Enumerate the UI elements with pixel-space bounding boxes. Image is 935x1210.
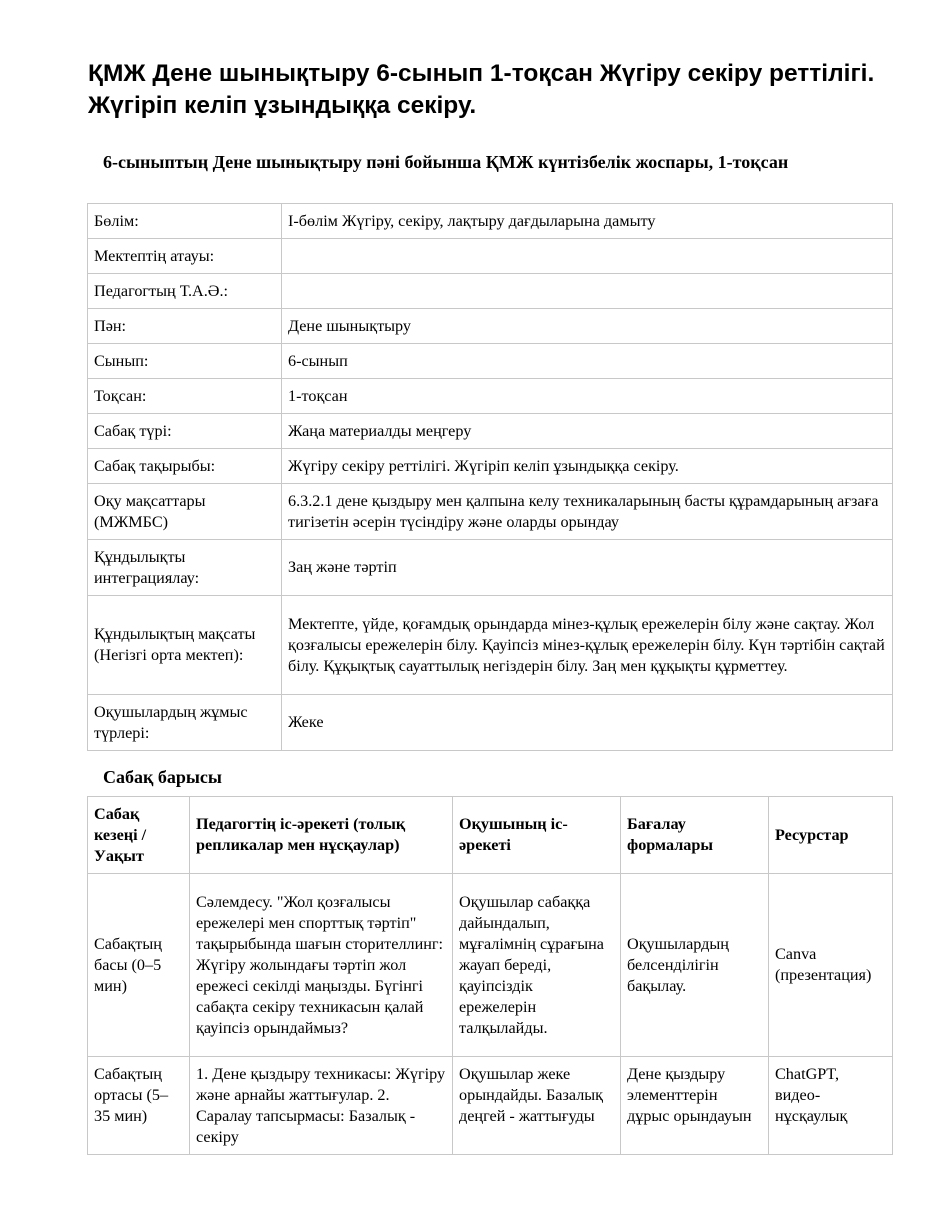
info-value: І-бөлім Жүгіру, секіру, лақтыру дағдыларына дамыту (282, 204, 893, 239)
row-assessment: Дене қыздыру элементтерін дұрыс орындауын (621, 1057, 769, 1155)
row-resources: ChatGPT, видео-нұсқаулық (769, 1057, 893, 1155)
info-key: Оқу мақсаттары (МЖМБС) (88, 484, 282, 540)
progress-header-row (88, 797, 893, 874)
info-value: 1-тоқсан (282, 379, 893, 414)
info-row-lesson-type (88, 414, 893, 449)
info-row-value-integration (88, 540, 893, 596)
row-teacher-activity: Сәлемдесу. "Жол қозғалысы ережелері мен спорттық тәртіп" тақырыбында шағын сторителлинг: Жүгіру жолындағы тәртіп жол ережесі секілді маңызды. Бүгінгі сабақта секіру техникасын қалай қауіпсіз орындаймыз? (190, 874, 453, 1057)
progress-row-middle (88, 1057, 893, 1155)
progress-row-beginning (88, 874, 893, 1057)
document-title: ҚМЖ Дене шынықтыру 6-сынып 1-тоқсан Жүгіру секіру реттілігі. Жүгіріп келіп ұзындыққа секіру. (88, 60, 875, 119)
row-teacher-activity: 1. Дене қыздыру техникасы: Жүгіру және арнайы жаттығулар. 2. Саралау тапсырмасы: Базалық - секіру (190, 1057, 453, 1155)
info-value: Дене шынықтыру (282, 309, 893, 344)
info-row-lesson-topic (88, 449, 893, 484)
info-row-value-goal (88, 596, 893, 695)
info-row-work-forms (88, 695, 893, 751)
lesson-info-table (87, 203, 893, 751)
info-key: Оқушылардың жұмыс түрлері: (88, 695, 282, 751)
info-value: 6.3.2.1 дене қыздыру мен қалпына келу техникаларының басты құрамдарының ағзаға тигізетін әсерін түсіндіру және оларды орындау (282, 484, 893, 540)
info-value: Жүгіру секіру реттілігі. Жүгіріп келіп ұзындыққа секіру. (282, 449, 893, 484)
info-key: Сынып: (88, 344, 282, 379)
info-row-objectives (88, 484, 893, 540)
row-student-activity: Оқушылар сабаққа дайындалып, мұғалімнің сұрағына жауап береді, қауіпсіздік ережелерін талқылайды. (453, 874, 621, 1057)
row-student-activity: Оқушылар жеке орындайды. Базалық деңгей - жаттығуды (453, 1057, 621, 1155)
info-key: Бөлім: (88, 204, 282, 239)
info-row-grade (88, 344, 893, 379)
row-stage: Сабақтың ортасы (5–35 мин) (88, 1057, 190, 1155)
info-key: Құндылықтың мақсаты (Негізгі орта мектеп): (88, 596, 282, 695)
info-value: Мектепте, үйде, қоғамдық орындарда мінез-құлық ережелерін білу және сақтау. Жол қозғалысы ережелерін білу. Қауіпсіз мінез-құлық ережелерін білу. Күн тәртібін сақтай білу. Құқықтық сауаттылық негіздерін білу. Заң мен құқықты құрметтеу. (282, 596, 893, 695)
header-assessment: Бағалау формалары (621, 797, 769, 874)
info-key: Тоқсан: (88, 379, 282, 414)
info-key: Пән: (88, 309, 282, 344)
header-teacher-activity: Педагогтің іс-әрекеті (толық репликалар мен нұсқаулар) (190, 797, 453, 874)
info-row-school (88, 239, 893, 274)
info-value (282, 274, 893, 309)
info-value: Заң және тәртіп (282, 540, 893, 596)
lesson-progress-table (87, 796, 893, 1155)
info-row-subject (88, 309, 893, 344)
lesson-progress-heading: Сабақ барысы (103, 767, 222, 787)
row-stage: Сабақтың басы (0–5 мин) (88, 874, 190, 1057)
header-student-activity: Оқушының іс-әрекеті (453, 797, 621, 874)
info-key: Мектептің атауы: (88, 239, 282, 274)
info-key: Педагогтың Т.А.Ә.: (88, 274, 282, 309)
info-value: Жеке (282, 695, 893, 751)
info-row-quarter (88, 379, 893, 414)
info-value (282, 239, 893, 274)
row-assessment: Оқушылардың белсенділігін бақылау. (621, 874, 769, 1057)
info-row-teacher (88, 274, 893, 309)
info-value: Жаңа материалды меңгеру (282, 414, 893, 449)
info-row-section (88, 204, 893, 239)
info-key: Құндылықты интеграциялау: (88, 540, 282, 596)
info-key: Сабақ тақырыбы: (88, 449, 282, 484)
info-key: Сабақ түрі: (88, 414, 282, 449)
header-stage: Сабақ кезеңі / Уақыт (88, 797, 190, 874)
row-resources: Canva (презентация) (769, 874, 893, 1057)
plan-heading: 6-сыныптың Дене шынықтыру пәні бойынша ҚМЖ күнтізбелік жоспары, 1-тоқсан (103, 152, 789, 172)
header-resources: Ресурстар (769, 797, 893, 874)
info-value: 6-сынып (282, 344, 893, 379)
